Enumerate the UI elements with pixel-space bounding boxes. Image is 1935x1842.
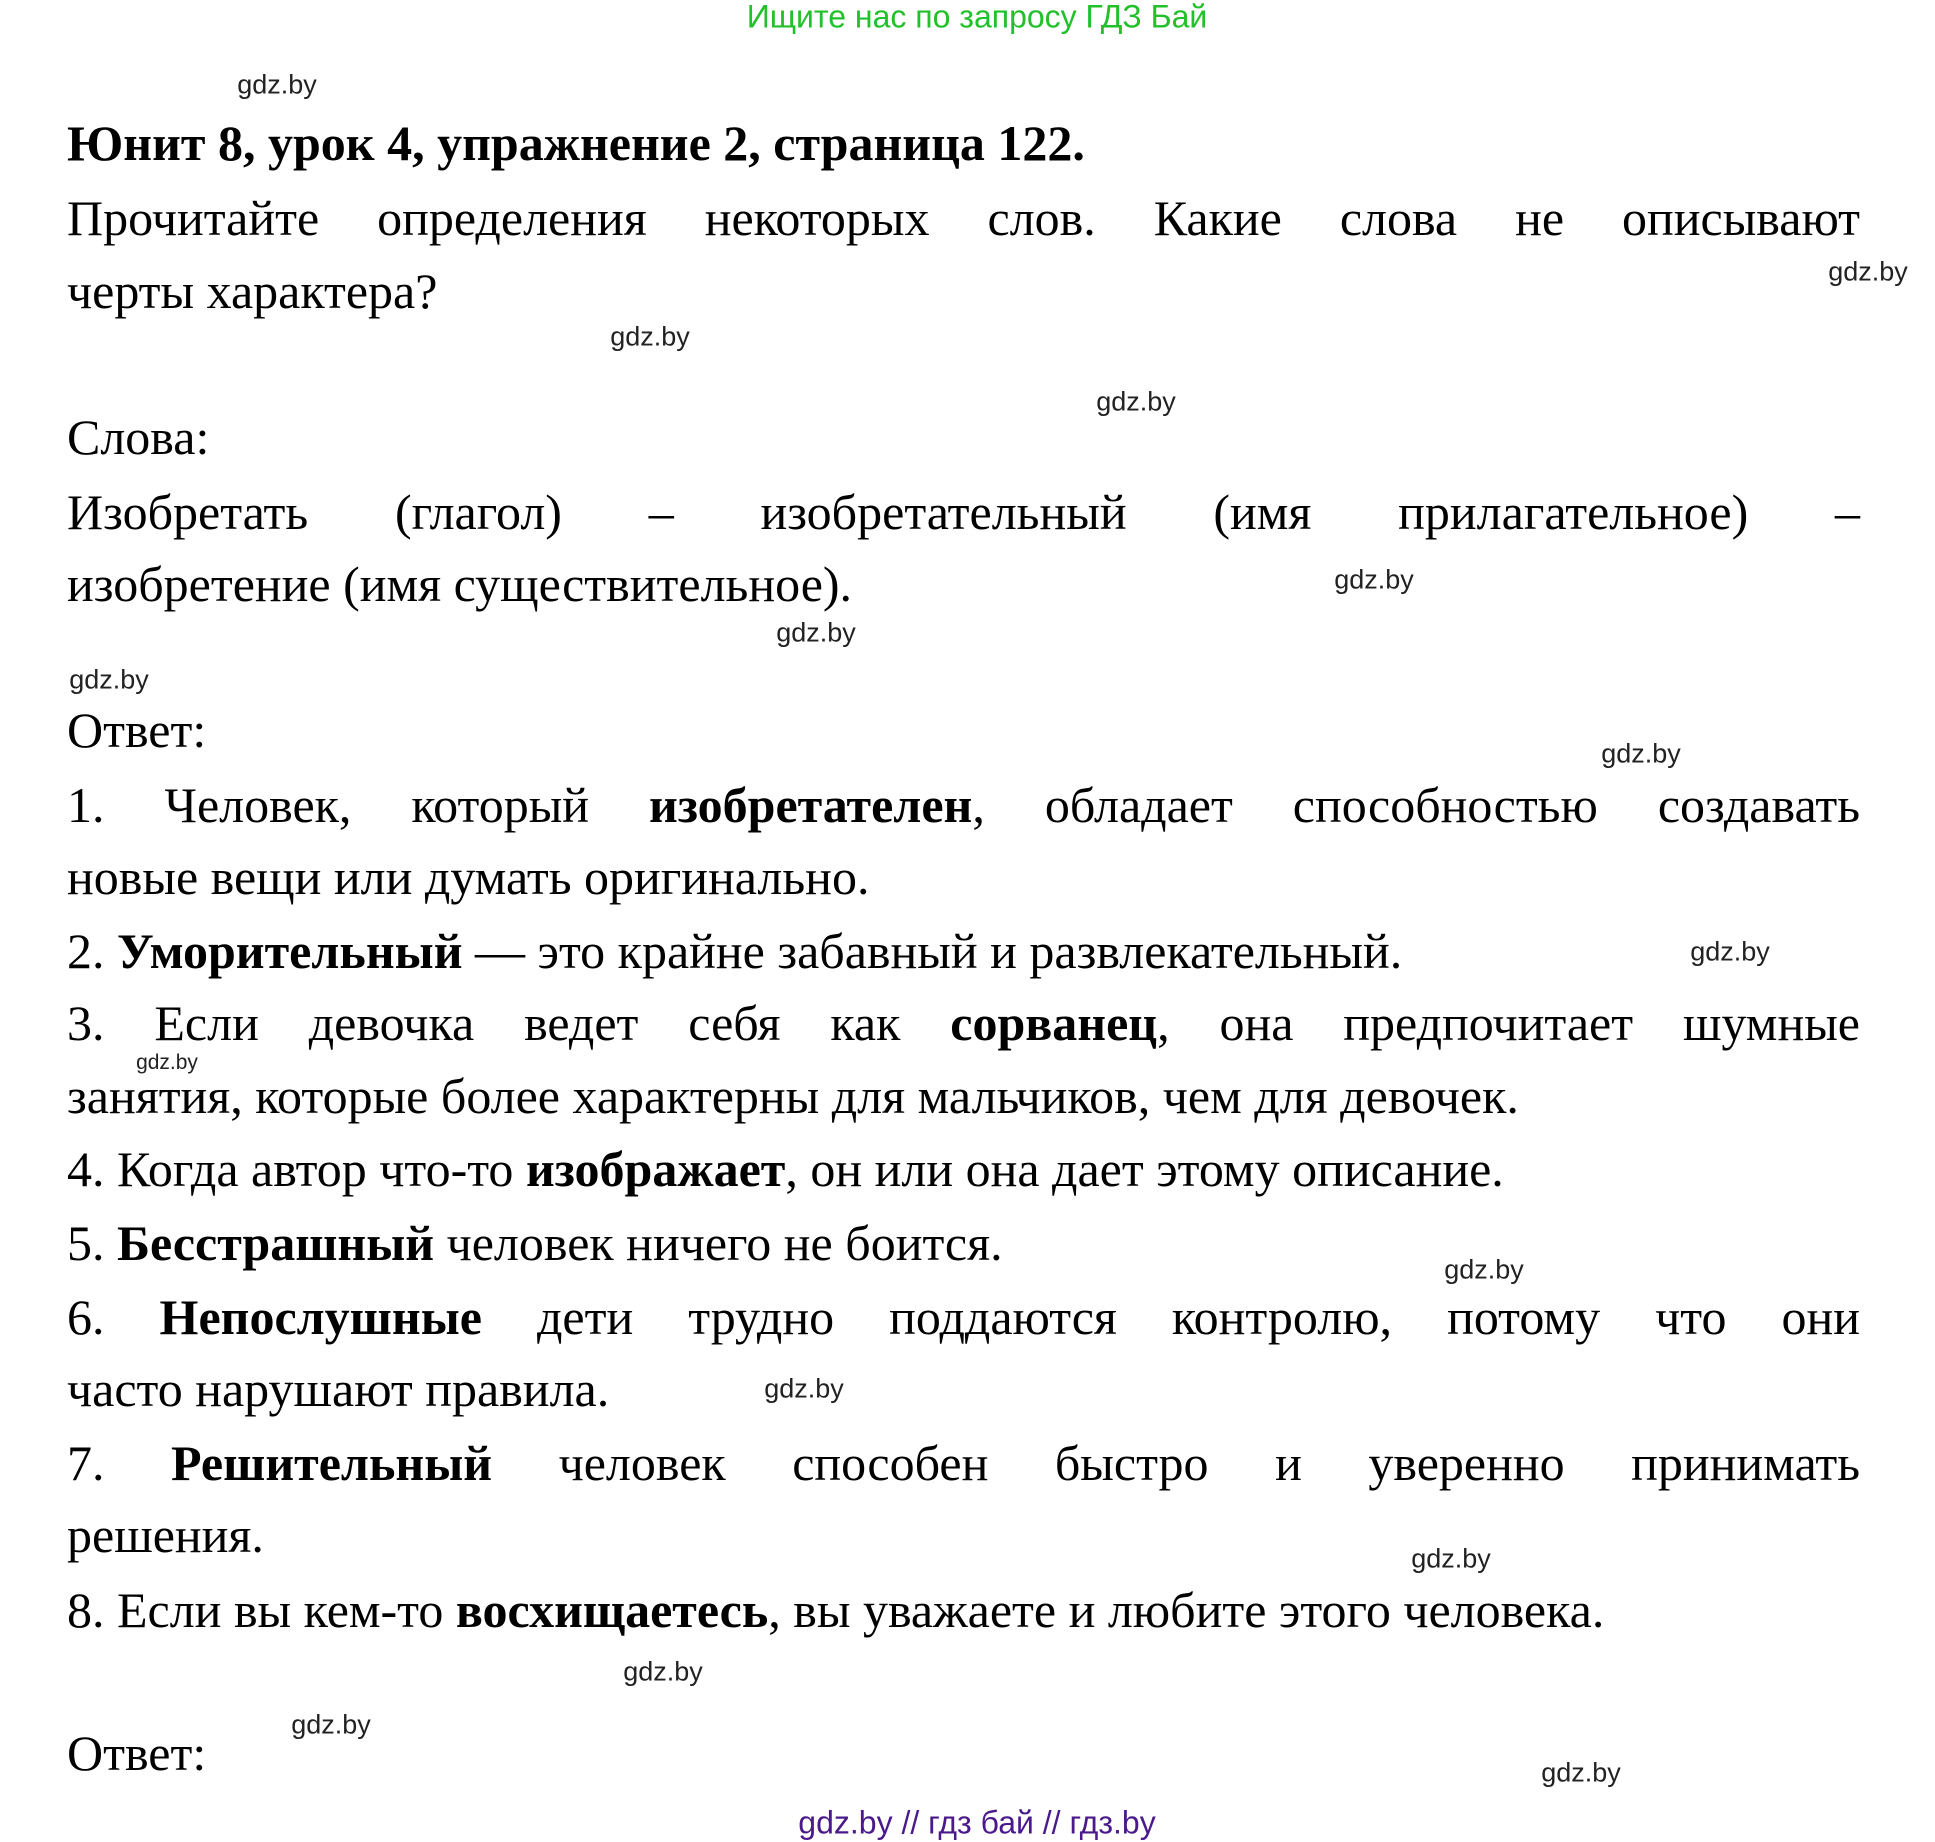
answer-keyword: Бесстрашный [117,1215,435,1271]
answer-2 [67,921,1860,981]
answer-text: человек ничего не боится. [434,1215,1003,1271]
watermark: gdz.by [136,1051,198,1074]
watermark: gdz.by [610,321,690,352]
watermark: gdz.by [69,664,149,695]
answer-5 [67,1213,1860,1273]
watermark: gdz.by [1541,1757,1621,1788]
answer-label: Ответ: [67,702,207,758]
answer-3 [67,993,1860,1053]
answer-text: , она предпочитает шумные [1157,995,1860,1051]
answer-text: 1. Человек, который [67,777,650,833]
answer-keyword: Решительный [171,1435,493,1491]
answer-text: дети трудно поддаются контролю, потому что они [481,1289,1860,1345]
answer-text: , обладает способностью создавать [972,777,1860,833]
page-title: Юнит 8, урок 4, упражнение 2, страница 122. [67,115,1085,171]
answer-keyword: восхищаетесь [455,1582,769,1638]
answer-text: , вы уважаете и любите этого человека. [768,1582,1605,1638]
answer-keyword: изобретателен [649,777,973,833]
watermark: gdz.by [1411,1543,1491,1574]
answer-text: , он или она дает этому описание. [785,1141,1504,1197]
answer-6-line-2: часто нарушают правила. [67,1361,610,1417]
answer-7 [67,1433,1860,1493]
watermark: gdz.by [1690,936,1770,967]
answer-3-line-2: занятия, которые более характерны для мальчиков, чем для девочек. [67,1068,1519,1124]
watermark: gdz.by [1334,564,1414,595]
watermark: gdz.by [1096,386,1176,417]
watermark: gdz.by [623,1656,703,1687]
answer-6 [67,1287,1860,1347]
answer-text: 4. Когда автор что-то [67,1141,526,1197]
answer-text: 2. [67,923,117,979]
watermark: gdz.by [1828,256,1908,287]
watermark: gdz.by [764,1373,844,1404]
answer-keyword: Уморительный [117,923,463,979]
words-label: Слова: [67,409,210,465]
answer-4 [67,1139,1860,1199]
words-line-2: изобретение (имя существительное). [67,556,853,612]
answer-text: 6. [67,1289,160,1345]
answer-text: — это крайне забавный и развлекательный. [462,923,1403,979]
watermark: gdz.by [776,617,856,648]
watermark: gdz.by [1444,1254,1524,1285]
answer-text: человек способен быстро и уверенно принимать [492,1435,1861,1491]
answer-8 [67,1580,1860,1640]
watermark: gdz.by [291,1709,371,1740]
footer-links[interactable]: gdz.by // гдз бай // гдз.by [798,1804,1156,1841]
watermark: gdz.by [237,69,317,100]
task-line-2: черты характера? [67,263,438,319]
answer-label-2: Ответ: [67,1725,207,1781]
answer-1 [67,775,1860,835]
answer-keyword: Непослушные [159,1289,482,1345]
words-line-1: Изобретать (глагол) – изобретательный (имя прилагательное) – [67,484,1860,540]
answer-1-line-2: новые вещи или думать оригинально. [67,849,870,905]
watermark: gdz.by [1601,738,1681,769]
task-line-1: Прочитайте определения некоторых слов. Какие слова не описывают [67,190,1860,246]
answer-7-line-2: решения. [67,1507,264,1563]
answer-text: 5. [67,1215,117,1271]
answer-text: 7. [67,1435,172,1491]
search-banner: Ищите нас по запросу ГДЗ Бай [746,0,1208,35]
answer-keyword: сорванец [950,995,1158,1051]
answer-keyword: изображает [525,1141,786,1197]
answer-text: 3. Если девочка ведет себя как [67,995,951,1051]
answer-text: 8. Если вы кем-то [67,1582,456,1638]
